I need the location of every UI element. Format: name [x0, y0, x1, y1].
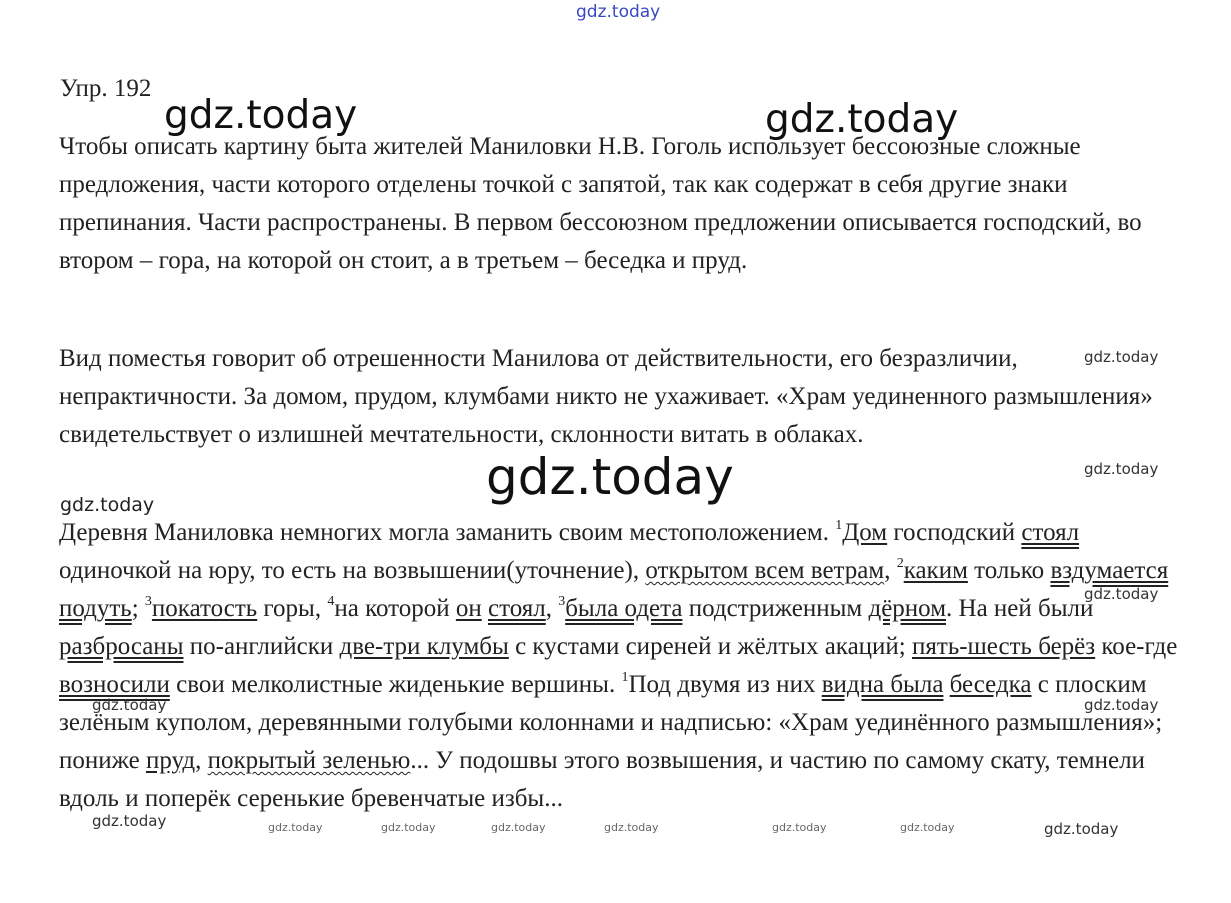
watermark: gdz.today: [604, 821, 659, 834]
subject-underline: беседка: [949, 671, 1032, 698]
text-segment: ,: [195, 747, 208, 774]
exercise-title: Упр. 192: [60, 75, 152, 102]
watermark: gdz.today: [60, 494, 155, 516]
text-segment: ... У подошвы этого возвышения, и частию по самому скату, темнели вдоль и поперёк серенькие бревенчатые избы...: [59, 747, 1145, 812]
text-segment: с кустами сиреней и жёлтых акаций;: [508, 633, 913, 660]
watermark: gdz.today: [1084, 585, 1159, 603]
text-segment: господский: [887, 519, 1022, 546]
predicate-underline: вздумается подуть: [59, 557, 1169, 622]
watermark: gdz.today: [92, 696, 167, 714]
text-segment: с плоским зелёным куполом, деревянными голубыми колоннами и надписью: «Храм уединённого размышления»; пониже: [59, 671, 1163, 774]
sentence-number: 3: [558, 594, 566, 609]
object-underline: дёрном: [868, 595, 947, 622]
subject-underline: он: [455, 595, 482, 622]
text-segment: кое-где: [1095, 633, 1178, 660]
text-segment: Деревня Маниловка немногих могла заманить своим местоположением.: [59, 519, 836, 546]
watermark: gdz.today: [1084, 460, 1159, 478]
sentence-number: 3: [144, 594, 152, 609]
paragraph-interpretation: Вид поместья говорит об отрешенности Манилова от действительности, его безразличии, непрактичности. За домом, прудом, клумбами никто не ухаживает. «Храм уединенного размышления» свидетельствует о излишней мечтательности, склонности витать в облаках.: [59, 345, 1153, 448]
sentence-number: 1: [621, 670, 629, 685]
watermark: gdz.today: [1084, 348, 1159, 366]
watermark-top: gdz.today: [576, 2, 661, 22]
text-segment: только: [967, 557, 1051, 584]
text-segment: подстриженным: [682, 595, 869, 622]
watermark: gdz.today: [486, 448, 734, 506]
watermark: gdz.today: [900, 821, 955, 834]
paragraph-analysis: Чтобы описать картину быта жителей Маниловки Н.В. Гоголь использует бессоюзные сложные предложения, части которого отделены точкой с запятой, так как содержат в себя другие знаки препинания. Части распространены. В первом бессоюзном предложении описывается господский, во втором – гора, на которой он стоит, а в третьем – беседка и пруд.: [59, 133, 1142, 274]
text-segment: Под двумя из них: [628, 671, 822, 698]
watermark: gdz.today: [164, 93, 358, 138]
sentence-number: 4: [327, 594, 335, 609]
predicate-underline: стоял: [1021, 519, 1080, 546]
subject-underline: две-три клумбы: [339, 633, 509, 660]
text-segment: по-английски: [183, 633, 340, 660]
predicate-underline: возносили: [59, 671, 170, 698]
subject-underline: Дом: [842, 519, 888, 546]
predicate-underline: разбросаны: [59, 633, 184, 660]
subject-underline: каким: [903, 557, 968, 584]
text-segment: ;: [131, 595, 145, 622]
paragraph-gogol-quote: [59, 514, 1189, 818]
predicate-underline: была одета: [565, 595, 683, 622]
sentence-number: 2: [896, 556, 904, 571]
subject-underline: пруд: [145, 747, 196, 774]
subject-underline: покатость: [151, 595, 258, 622]
text-segment: на которой: [334, 595, 456, 622]
watermark: gdz.today: [1044, 820, 1119, 838]
text-segment: свои мелколистные жиденькие вершины.: [169, 671, 622, 698]
watermark: gdz.today: [491, 821, 546, 834]
modifier-underline: покрытый зеленью: [207, 747, 411, 774]
subject-underline: пять-шесть берёз: [912, 633, 1096, 660]
watermark: gdz.today: [1084, 696, 1159, 714]
watermark: gdz.today: [92, 812, 167, 830]
text-segment: ,: [884, 557, 897, 584]
text-segment: горы,: [257, 595, 328, 622]
text-segment: ,: [545, 595, 559, 622]
sentence-number: 1: [835, 518, 843, 533]
modifier-underline: открытом всем ветрам: [645, 557, 885, 584]
watermark: gdz.today: [268, 821, 323, 834]
watermark: gdz.today: [765, 97, 959, 142]
watermark: gdz.today: [772, 821, 827, 834]
watermark: gdz.today: [381, 821, 436, 834]
predicate-underline: стоял: [488, 595, 546, 622]
text-segment: . На ней были: [946, 595, 1094, 622]
predicate-underline: видна была: [821, 671, 944, 698]
text-segment: одиночкой на юру, то есть на возвышении(уточнение),: [59, 557, 646, 584]
